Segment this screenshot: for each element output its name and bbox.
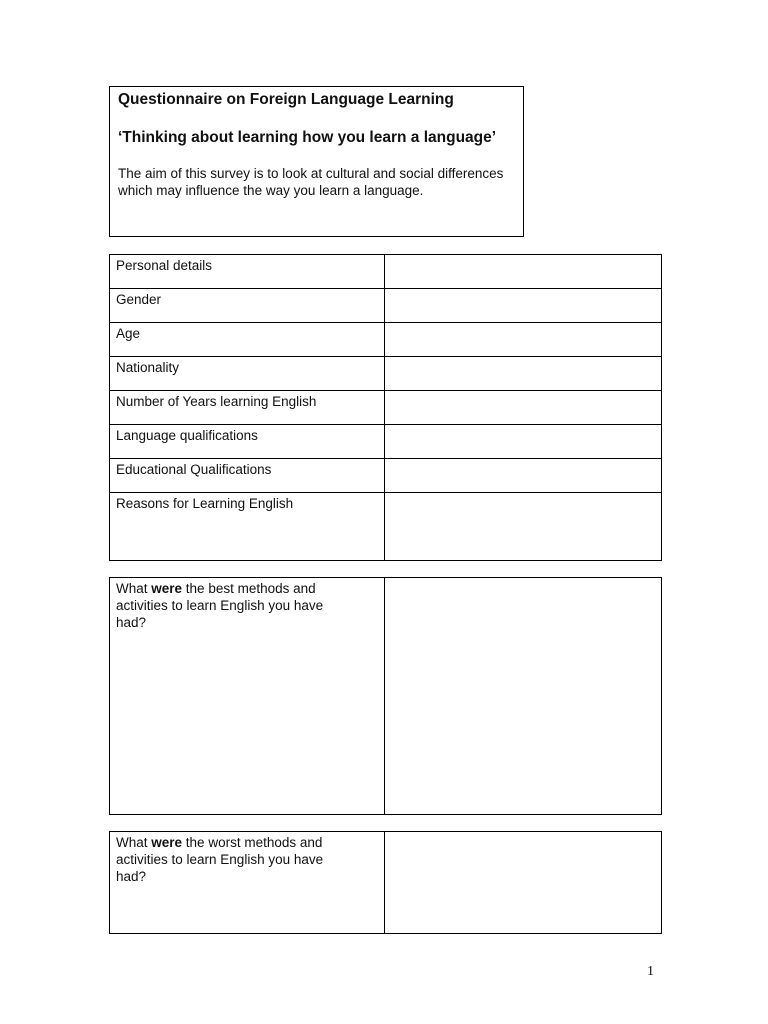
worst-methods-table xyxy=(109,831,662,934)
table-row xyxy=(110,459,662,493)
row-label-nationality: Nationality xyxy=(110,357,385,391)
question-prefix: What xyxy=(116,835,152,850)
table-row xyxy=(110,578,662,815)
document-title: Questionnaire on Foreign Language Learning xyxy=(118,91,454,108)
table-row xyxy=(110,323,662,357)
worst-methods-question xyxy=(110,832,385,934)
table-row xyxy=(110,493,662,561)
best-methods-answer-field[interactable] xyxy=(385,578,662,815)
row-label-reasons: Reasons for Learning English xyxy=(110,493,385,561)
question-emphasis: were xyxy=(151,581,183,596)
question-suffix: the best methods and activities to learn English you have had? xyxy=(116,581,324,630)
question-suffix: the worst methods and activities to learn English you have had? xyxy=(116,835,324,884)
answer-field-gender[interactable] xyxy=(385,289,662,323)
row-label-educational-qualifications: Educational Qualifications xyxy=(110,459,385,493)
row-label-years-learning: Number of Years learning English xyxy=(110,391,385,425)
question-prefix: What xyxy=(116,581,152,596)
survey-description: The aim of this survey is to look at cultural and social differences which may influence the way you learn a language. xyxy=(118,166,504,198)
worst-methods-answer-field[interactable] xyxy=(385,832,662,934)
best-methods-table xyxy=(109,577,662,815)
table-row xyxy=(110,255,662,289)
question-emphasis: were xyxy=(151,835,183,850)
row-label-age: Age xyxy=(110,323,385,357)
answer-field-educational-qualifications[interactable] xyxy=(385,459,662,493)
answer-field-language-qualifications[interactable] xyxy=(385,425,662,459)
answer-field-nationality[interactable] xyxy=(385,357,662,391)
table-row xyxy=(110,425,662,459)
answer-field-reasons[interactable] xyxy=(385,493,662,561)
answer-field-years-learning[interactable] xyxy=(385,391,662,425)
row-label-personal-details: Personal details xyxy=(110,255,385,289)
answer-field-age[interactable] xyxy=(385,323,662,357)
page-number: 1 xyxy=(647,964,654,979)
table-row xyxy=(110,289,662,323)
table-row xyxy=(110,832,662,934)
row-label-language-qualifications: Language qualifications xyxy=(110,425,385,459)
best-methods-question xyxy=(110,578,385,815)
document-subtitle: ‘Thinking about learning how you learn a language’ xyxy=(118,129,497,146)
table-row xyxy=(110,357,662,391)
row-label-gender: Gender xyxy=(110,289,385,323)
table-row xyxy=(110,391,662,425)
answer-field-personal-details[interactable] xyxy=(385,255,662,289)
personal-details-table xyxy=(109,254,662,561)
title-box xyxy=(109,86,524,237)
